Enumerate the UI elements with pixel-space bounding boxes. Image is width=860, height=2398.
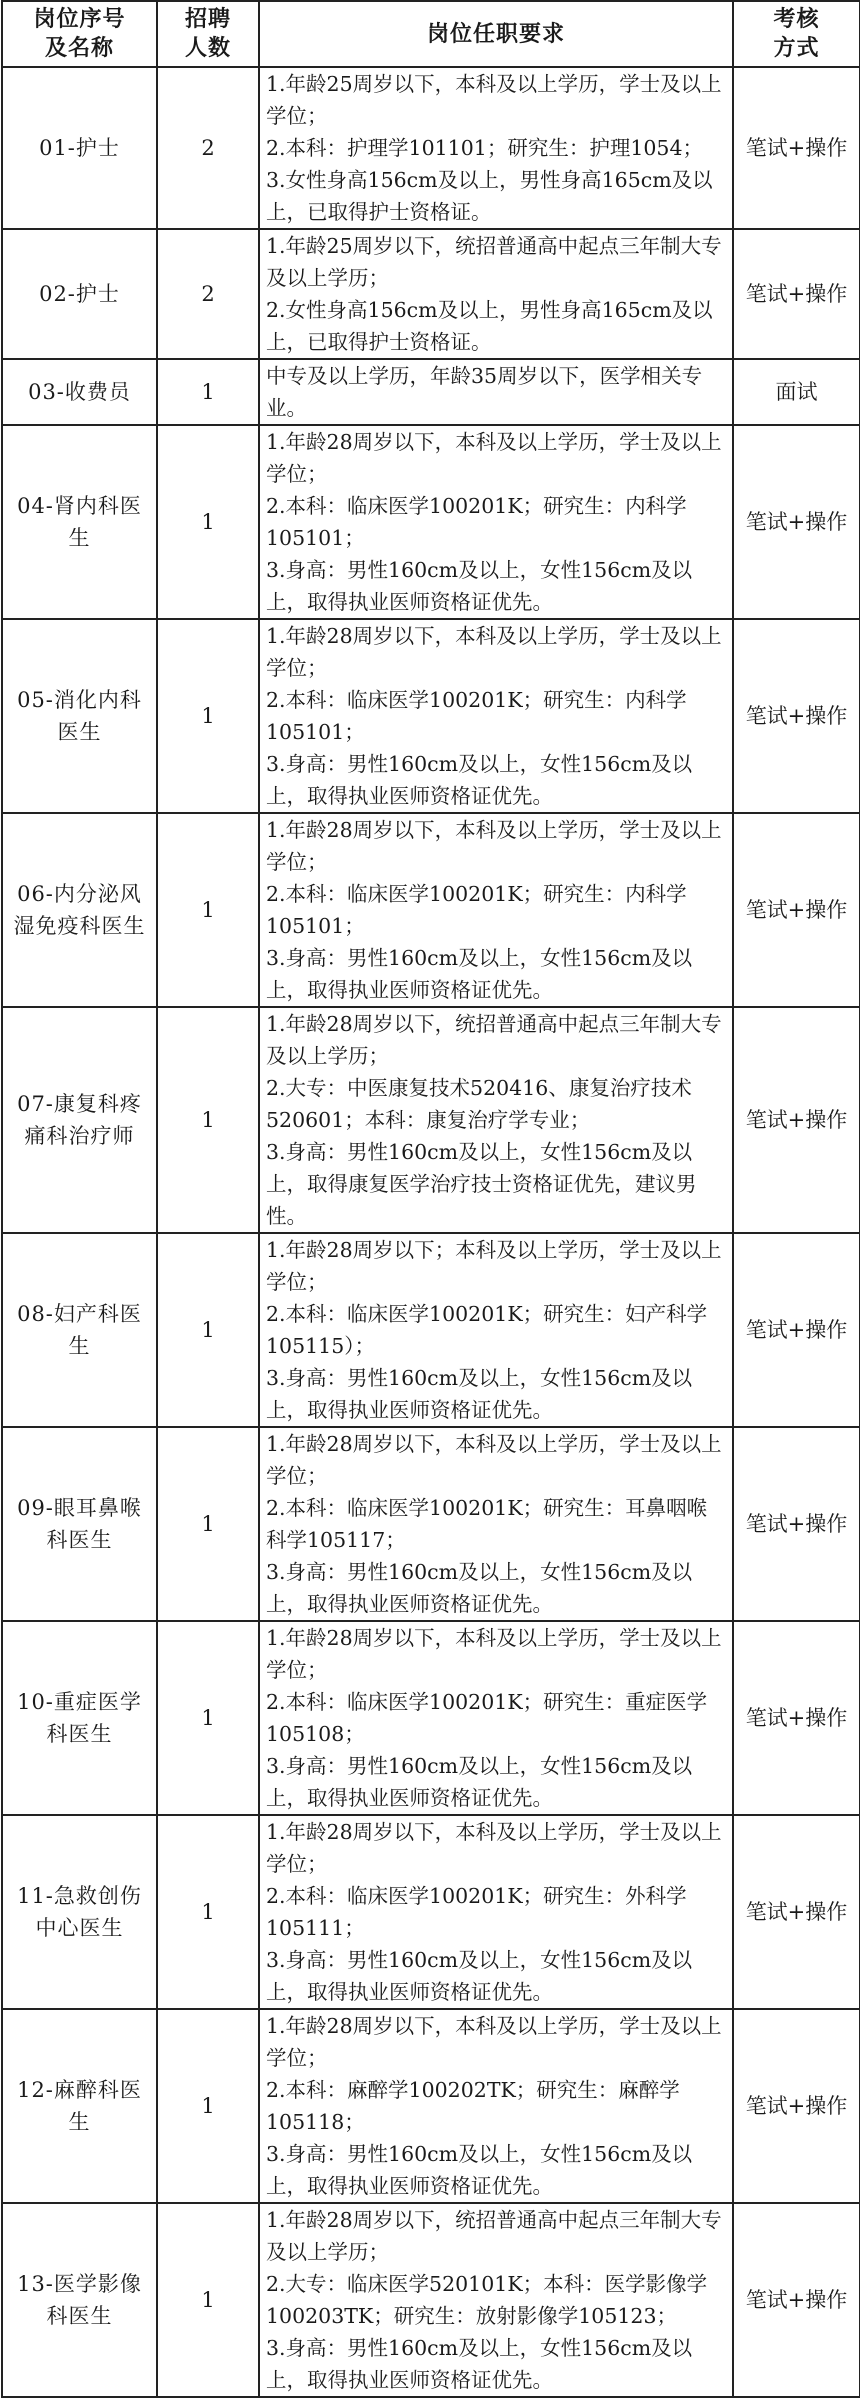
header-position-line-1: 岗位序号 (33, 6, 126, 32)
requirements-cell (259, 67, 733, 229)
table-row (2, 1815, 860, 2009)
headcount-cell: 1 (157, 619, 259, 813)
requirement-item: 1.年龄28周岁以下，本科及以上学历，学士及以上学位； (266, 818, 722, 874)
header-count (157, 1, 259, 67)
requirement-item: 3.身高：男性160cm及以上，女性156cm及以上，取得执业医师资格证优先。 (266, 1560, 693, 1616)
requirement-item: 1.年龄28周岁以下，本科及以上学历，学士及以上学位； (266, 624, 722, 680)
requirement-item: 3.身高：男性160cm及以上，女性156cm及以上，取得执业医师资格证优先。 (266, 946, 693, 1002)
table-row (2, 2009, 860, 2203)
requirement-item: 2.女性身高156cm及以上，男性身高165cm及以上，已取得护士资格证。 (266, 298, 713, 354)
requirement-item: 2.本科：护理学101101；研究生：护理1054； (266, 136, 703, 160)
position-name-cell: 10-重症医学科医生 (2, 1621, 157, 1815)
table-row (2, 813, 860, 1007)
requirement-item: 2.本科：临床医学100201K；研究生：内科学105101； (266, 688, 687, 744)
requirement-item: 1.年龄28周岁以下，本科及以上学历，学士及以上学位； (266, 1432, 722, 1488)
headcount-cell: 1 (157, 2203, 259, 2397)
header-requirements: 岗位任职要求 (259, 1, 733, 67)
position-name-cell: 13-医学影像科医生 (2, 2203, 157, 2397)
exam-method-cell: 笔试+操作 (733, 229, 860, 359)
header-count-line-1: 招聘 (184, 6, 231, 32)
requirement-item: 3.身高：男性160cm及以上，女性156cm及以上，取得执业医师资格证优先。 (266, 1366, 693, 1422)
table-row (2, 359, 860, 425)
requirement-item: 1.年龄28周岁以下，本科及以上学历，学士及以上学位； (266, 2014, 722, 2070)
headcount-cell: 1 (157, 1233, 259, 1427)
header-exam (733, 1, 860, 67)
requirements-cell (259, 1815, 733, 2009)
table-row (2, 229, 860, 359)
exam-method-cell: 笔试+操作 (733, 1621, 860, 1815)
exam-method-cell: 笔试+操作 (733, 813, 860, 1007)
requirement-item: 2.本科：临床医学100201K；研究生：内科学105101； (266, 882, 687, 938)
exam-method-cell: 笔试+操作 (733, 619, 860, 813)
requirement-item: 1.年龄28周岁以下，本科及以上学历，学士及以上学位； (266, 1626, 722, 1682)
headcount-cell: 1 (157, 1427, 259, 1621)
table-body (2, 67, 860, 2397)
position-name-cell: 08-妇产科医生 (2, 1233, 157, 1427)
requirement-item: 3.身高：男性160cm及以上，女性156cm及以上，取得执业医师资格证优先。 (266, 558, 693, 614)
exam-method-cell: 笔试+操作 (733, 1007, 860, 1233)
position-name-cell: 11-急救创伤中心医生 (2, 1815, 157, 2009)
requirement-item: 1.年龄28周岁以下，统招普通高中起点三年制大专及以上学历； (266, 1012, 722, 1068)
requirements-cell (259, 359, 733, 425)
position-name-cell: 09-眼耳鼻喉科医生 (2, 1427, 157, 1621)
requirements-cell (259, 1007, 733, 1233)
requirements-cell (259, 425, 733, 619)
headcount-cell: 2 (157, 67, 259, 229)
requirement-item: 中专及以上学历，年龄35周岁以下，医学相关专业。 (266, 364, 703, 420)
requirement-item: 3.身高：男性160cm及以上，女性156cm及以上，取得执业医师资格证优先。 (266, 1754, 693, 1810)
header-count-line-2: 人数 (184, 35, 231, 61)
header-position (2, 1, 157, 67)
position-name-cell: 05-消化内科医生 (2, 619, 157, 813)
requirement-item: 3.身高：男性160cm及以上，女性156cm及以上，取得康复医学治疗技士资格证优先，建议男性。 (266, 1140, 697, 1228)
requirement-item: 2.本科：临床医学100201K；研究生：内科学105101； (266, 494, 687, 550)
requirement-item: 2.本科：临床医学100201K；研究生：妇产科学105115）； (266, 1302, 708, 1358)
requirements-cell (259, 813, 733, 1007)
recruitment-table (1, 0, 860, 2398)
requirement-item: 3.身高：男性160cm及以上，女性156cm及以上，取得执业医师资格证优先。 (266, 2336, 693, 2392)
header-exam-line-2: 方式 (773, 35, 820, 61)
headcount-cell: 1 (157, 359, 259, 425)
requirement-item: 1.年龄25周岁以下，本科及以上学历，学士及以上学位； (266, 72, 722, 128)
position-name-cell: 02-护士 (2, 229, 157, 359)
requirements-cell (259, 1621, 733, 1815)
requirements-cell (259, 2203, 733, 2397)
requirement-item: 2.大专：中医康复技术520416、康复治疗技术520601；本科：康复治疗学专业； (266, 1076, 692, 1132)
table-header-row (2, 1, 860, 67)
exam-method-cell: 笔试+操作 (733, 425, 860, 619)
position-name-cell: 12-麻醉科医生 (2, 2009, 157, 2203)
requirement-item: 3.身高：男性160cm及以上，女性156cm及以上，取得执业医师资格证优先。 (266, 752, 693, 808)
table-row (2, 1007, 860, 1233)
table-row (2, 619, 860, 813)
position-name-cell: 03-收费员 (2, 359, 157, 425)
headcount-cell: 1 (157, 813, 259, 1007)
requirement-item: 3.女性身高156cm及以上，男性身高165cm及以上，已取得护士资格证。 (266, 168, 713, 224)
headcount-cell: 1 (157, 2009, 259, 2203)
exam-method-cell: 笔试+操作 (733, 1427, 860, 1621)
requirement-item: 3.身高：男性160cm及以上，女性156cm及以上，取得执业医师资格证优先。 (266, 1948, 693, 2004)
requirements-cell (259, 1427, 733, 1621)
table-row (2, 67, 860, 229)
requirements-cell (259, 229, 733, 359)
requirement-item: 2.本科：临床医学100201K；研究生：重症医学105108； (266, 1690, 708, 1746)
position-name-cell: 06-内分泌风湿免疫科医生 (2, 813, 157, 1007)
requirements-cell (259, 2009, 733, 2203)
exam-method-cell: 笔试+操作 (733, 1815, 860, 2009)
requirement-item: 1.年龄28周岁以下，本科及以上学历，学士及以上学位； (266, 430, 722, 486)
position-name-cell: 04-肾内科医生 (2, 425, 157, 619)
headcount-cell: 1 (157, 1621, 259, 1815)
exam-method-cell: 笔试+操作 (733, 67, 860, 229)
requirement-item: 1.年龄28周岁以下，统招普通高中起点三年制大专及以上学历； (266, 2208, 722, 2264)
exam-method-cell: 笔试+操作 (733, 1233, 860, 1427)
table-row (2, 2203, 860, 2397)
exam-method-cell: 面试 (733, 359, 860, 425)
requirement-item: 3.身高：男性160cm及以上，女性156cm及以上，取得执业医师资格证优先。 (266, 2142, 693, 2198)
headcount-cell: 1 (157, 1007, 259, 1233)
headcount-cell: 2 (157, 229, 259, 359)
table-row (2, 1621, 860, 1815)
table-row (2, 1427, 860, 1621)
position-name-cell: 01-护士 (2, 67, 157, 229)
position-name-cell: 07-康复科疼痛科治疗师 (2, 1007, 157, 1233)
requirement-item: 2.本科：麻醉学100202TK；研究生：麻醉学105118； (266, 2078, 680, 2134)
requirements-cell (259, 1233, 733, 1427)
header-position-line-2: 及名称 (44, 35, 114, 61)
headcount-cell: 1 (157, 425, 259, 619)
header-exam-line-1: 考核 (773, 6, 820, 32)
requirement-item: 2.本科：临床医学100201K；研究生：耳鼻咽喉科学105117； (266, 1496, 708, 1552)
requirement-item: 2.本科：临床医学100201K；研究生：外科学105111； (266, 1884, 687, 1940)
exam-method-cell: 笔试+操作 (733, 2009, 860, 2203)
requirement-item: 1.年龄28周岁以下，本科及以上学历，学士及以上学位； (266, 1820, 722, 1876)
table-row (2, 425, 860, 619)
table-row (2, 1233, 860, 1427)
exam-method-cell: 笔试+操作 (733, 2203, 860, 2397)
requirement-item: 2.大专：临床医学520101K；本科：医学影像学100203TK；研究生：放射影像学105123； (266, 2272, 708, 2328)
requirements-cell (259, 619, 733, 813)
requirement-item: 1.年龄28周岁以下；本科及以上学历，学士及以上学位； (266, 1238, 722, 1294)
headcount-cell: 1 (157, 1815, 259, 2009)
requirement-item: 1.年龄25周岁以下，统招普通高中起点三年制大专及以上学历； (266, 234, 722, 290)
